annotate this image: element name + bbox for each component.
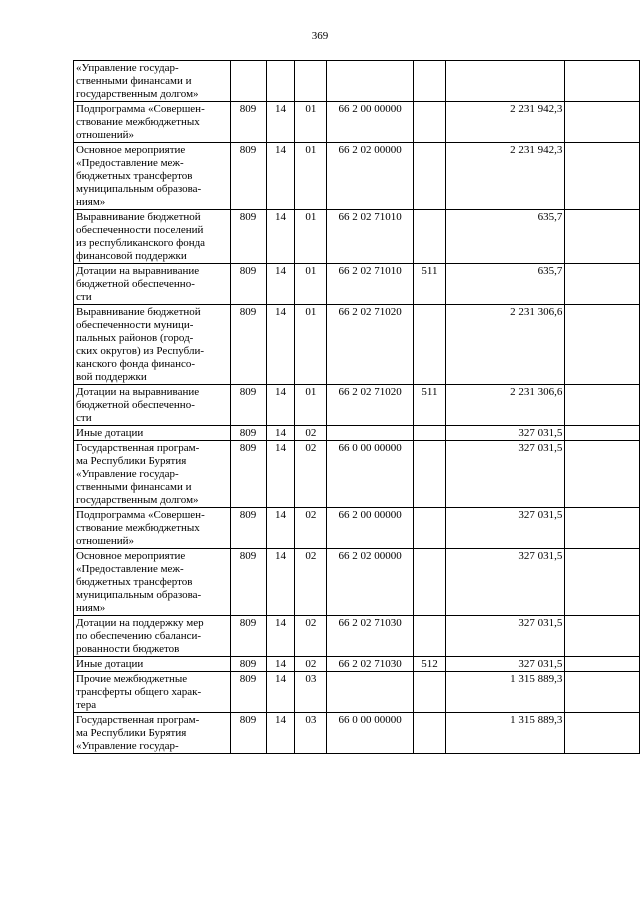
cell-extra	[565, 305, 640, 385]
cell-name: Иные дотации	[74, 426, 231, 441]
cell-expense-type	[413, 210, 445, 264]
cell-section: 14	[266, 549, 295, 616]
cell-amount: 1 315 889,3	[445, 672, 564, 713]
table-row	[74, 426, 640, 441]
cell-ministry: 809	[230, 713, 266, 754]
cell-target: 66 2 02 71010	[327, 264, 414, 305]
cell-expense-type	[413, 441, 445, 508]
cell-expense-type	[413, 549, 445, 616]
cell-name: Государственная програм- ма Республики Бурятия «Управление государ- ственными финансами и государственным долгом»	[74, 441, 231, 508]
cell-amount: 2 231 942,3	[445, 143, 564, 210]
cell-subsection: 03	[295, 713, 327, 754]
cell-section: 14	[266, 264, 295, 305]
cell-extra	[565, 657, 640, 672]
cell-amount	[445, 61, 564, 102]
cell-extra	[565, 385, 640, 426]
cell-expense-type	[413, 616, 445, 657]
cell-subsection	[295, 61, 327, 102]
cell-extra	[565, 713, 640, 754]
cell-subsection: 01	[295, 102, 327, 143]
cell-section: 14	[266, 102, 295, 143]
table-row	[74, 61, 640, 102]
cell-ministry: 809	[230, 102, 266, 143]
cell-extra	[565, 508, 640, 549]
cell-amount: 327 031,5	[445, 657, 564, 672]
table-row	[74, 549, 640, 616]
cell-section: 14	[266, 426, 295, 441]
cell-subsection: 02	[295, 657, 327, 672]
table-row	[74, 102, 640, 143]
cell-ministry: 809	[230, 508, 266, 549]
cell-target: 66 0 00 00000	[327, 441, 414, 508]
cell-name: Основное мероприятие «Предоставление меж- бюджетных трансфертов муниципальным образова- ниям»	[74, 549, 231, 616]
cell-ministry	[230, 61, 266, 102]
cell-name: Дотации на поддержку мер по обеспечению сбаланси- рованности бюджетов	[74, 616, 231, 657]
cell-target: 66 2 02 00000	[327, 143, 414, 210]
cell-section: 14	[266, 657, 295, 672]
cell-subsection: 02	[295, 616, 327, 657]
cell-subsection: 02	[295, 426, 327, 441]
cell-section: 14	[266, 143, 295, 210]
cell-target: 66 2 02 71020	[327, 385, 414, 426]
cell-extra	[565, 143, 640, 210]
cell-extra	[565, 264, 640, 305]
cell-subsection: 01	[295, 210, 327, 264]
cell-section: 14	[266, 210, 295, 264]
table-row	[74, 657, 640, 672]
cell-name: Прочие межбюджетные трансферты общего харак- тера	[74, 672, 231, 713]
table-row	[74, 713, 640, 754]
cell-amount: 1 315 889,3	[445, 713, 564, 754]
cell-ministry: 809	[230, 549, 266, 616]
table-row	[74, 264, 640, 305]
cell-name: Государственная програм- ма Республики Бурятия «Управление государ-	[74, 713, 231, 754]
cell-section	[266, 61, 295, 102]
cell-section: 14	[266, 672, 295, 713]
table-row	[74, 441, 640, 508]
cell-section: 14	[266, 385, 295, 426]
cell-subsection: 01	[295, 143, 327, 210]
table-row	[74, 385, 640, 426]
cell-section: 14	[266, 441, 295, 508]
cell-expense-type: 512	[413, 657, 445, 672]
cell-subsection: 01	[295, 385, 327, 426]
cell-target	[327, 61, 414, 102]
cell-name: «Управление государ- ственными финансами и государственным долгом»	[74, 61, 231, 102]
cell-ministry: 809	[230, 143, 266, 210]
cell-subsection: 02	[295, 549, 327, 616]
cell-ministry: 809	[230, 210, 266, 264]
cell-extra	[565, 441, 640, 508]
cell-name: Выравнивание бюджетной обеспеченности поселений из республиканского фонда финансовой поддержки	[74, 210, 231, 264]
cell-target: 66 2 02 71010	[327, 210, 414, 264]
cell-subsection: 03	[295, 672, 327, 713]
cell-target: 66 2 02 71030	[327, 657, 414, 672]
cell-subsection: 01	[295, 264, 327, 305]
cell-extra	[565, 672, 640, 713]
cell-target	[327, 672, 414, 713]
cell-expense-type	[413, 305, 445, 385]
table-row	[74, 210, 640, 264]
cell-name: Дотации на выравнивание бюджетной обеспеченно- сти	[74, 264, 231, 305]
cell-extra	[565, 549, 640, 616]
cell-ministry: 809	[230, 616, 266, 657]
cell-ministry: 809	[230, 385, 266, 426]
cell-expense-type: 511	[413, 264, 445, 305]
cell-extra	[565, 102, 640, 143]
cell-extra	[565, 426, 640, 441]
cell-expense-type	[413, 61, 445, 102]
cell-target: 66 0 00 00000	[327, 713, 414, 754]
cell-expense-type: 511	[413, 385, 445, 426]
cell-target: 66 2 02 71020	[327, 305, 414, 385]
table-row	[74, 672, 640, 713]
cell-expense-type	[413, 143, 445, 210]
page-number: 369	[311, 30, 329, 42]
cell-amount: 327 031,5	[445, 441, 564, 508]
cell-expense-type	[413, 426, 445, 441]
cell-amount: 327 031,5	[445, 508, 564, 549]
cell-subsection: 01	[295, 305, 327, 385]
cell-target: 66 2 00 00000	[327, 508, 414, 549]
cell-target: 66 2 02 00000	[327, 549, 414, 616]
cell-section: 14	[266, 305, 295, 385]
cell-amount: 327 031,5	[445, 549, 564, 616]
cell-ministry: 809	[230, 441, 266, 508]
table-row	[74, 305, 640, 385]
cell-section: 14	[266, 508, 295, 549]
cell-amount: 2 231 942,3	[445, 102, 564, 143]
cell-subsection: 02	[295, 441, 327, 508]
cell-section: 14	[266, 713, 295, 754]
cell-name: Основное мероприятие «Предоставление меж- бюджетных трансфертов муниципальным образова- ниям»	[74, 143, 231, 210]
cell-name: Подпрограмма «Совершен- ствование межбюджетных отношений»	[74, 102, 231, 143]
cell-target	[327, 426, 414, 441]
cell-name: Иные дотации	[74, 657, 231, 672]
cell-amount: 2 231 306,6	[445, 385, 564, 426]
cell-target: 66 2 00 00000	[327, 102, 414, 143]
cell-extra	[565, 616, 640, 657]
cell-extra	[565, 210, 640, 264]
cell-expense-type	[413, 508, 445, 549]
cell-name: Дотации на выравнивание бюджетной обеспеченно- сти	[74, 385, 231, 426]
cell-section: 14	[266, 616, 295, 657]
cell-name: Выравнивание бюджетной обеспеченности муници- пальных районов (город- ских округов) из Республи- канского фонда финансо- вой поддержки	[74, 305, 231, 385]
cell-ministry: 809	[230, 672, 266, 713]
budget-table	[73, 60, 640, 754]
cell-name: Подпрограмма «Совершен- ствование межбюджетных отношений»	[74, 508, 231, 549]
table-row	[74, 143, 640, 210]
cell-target: 66 2 02 71030	[327, 616, 414, 657]
cell-extra	[565, 61, 640, 102]
cell-expense-type	[413, 672, 445, 713]
cell-expense-type	[413, 713, 445, 754]
cell-ministry: 809	[230, 305, 266, 385]
cell-amount: 2 231 306,6	[445, 305, 564, 385]
cell-ministry: 809	[230, 264, 266, 305]
table-row	[74, 508, 640, 549]
cell-ministry: 809	[230, 657, 266, 672]
cell-ministry: 809	[230, 426, 266, 441]
cell-subsection: 02	[295, 508, 327, 549]
cell-amount: 635,7	[445, 210, 564, 264]
cell-amount: 327 031,5	[445, 616, 564, 657]
cell-amount: 327 031,5	[445, 426, 564, 441]
cell-amount: 635,7	[445, 264, 564, 305]
cell-expense-type	[413, 102, 445, 143]
table-row	[74, 616, 640, 657]
